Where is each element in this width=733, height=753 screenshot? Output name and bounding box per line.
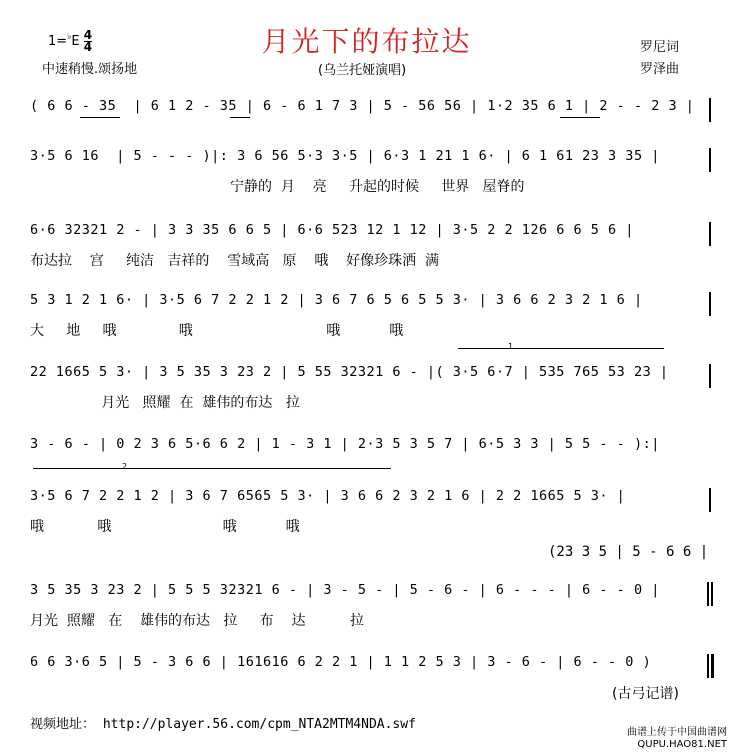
notation-line: 3 - 6 - | 0 2 3 6 5·6 6 2 | 1 - 3 1 | 2·3 5 3 5 7 | 6·5 3 3 | 5 5 - - ):| bbox=[30, 436, 660, 452]
score-line-3 bbox=[30, 222, 720, 272]
time-bottom: 4 bbox=[83, 40, 93, 54]
composer-credit: 罗泽曲 bbox=[640, 62, 680, 77]
beam bbox=[230, 117, 250, 118]
volta-2-number: 2 bbox=[122, 462, 128, 471]
notation-line: 5 3 1 2 1 6· | 3·5 6 7 2 2 1 2 | 3 6 7 6 5 6 5 5 3· | 3 6 6 2 3 2 1 6 | bbox=[30, 292, 643, 308]
video-label: 视频地址： bbox=[30, 717, 96, 732]
score-line-9 bbox=[30, 654, 720, 680]
beam bbox=[80, 117, 120, 118]
barline bbox=[709, 292, 711, 316]
time-signature bbox=[84, 30, 92, 53]
lyrics-line: 哦 哦 哦 哦 bbox=[30, 519, 300, 535]
beam bbox=[560, 117, 600, 118]
score-line-4 bbox=[30, 292, 720, 342]
lyrics-line: 布达拉 宫 纯洁 吉祥的 雪域高 原 哦 好像珍珠洒 满 bbox=[30, 253, 440, 269]
notation-line: 6 6 3·6 5 | 5 - 3 6 6 | 161616 6 2 2 1 | 1 1 2 5 3 | 3 - 6 - | 6 - - 0 ) bbox=[30, 654, 652, 670]
final-barline bbox=[707, 654, 709, 678]
lyrics-line: 月光 照耀 在 雄伟的布达 拉 bbox=[30, 395, 300, 411]
transcriber-credit: (古弓记谱) bbox=[612, 686, 679, 702]
notation-line: 3·5 6 7 2 2 1 2 | 3 6 7 6565 5 3· | 3 6 6 2 3 2 1 6 | 2 2 1665 5 3· | bbox=[30, 488, 626, 504]
barline bbox=[709, 364, 711, 388]
volta-2-bracket bbox=[33, 468, 391, 469]
volta-1-number: 1 bbox=[508, 342, 514, 351]
score-line-8 bbox=[30, 582, 720, 632]
notation-line: 3 5 35 3 23 2 | 5 5 5 32321 6 - | 3 - 5 - | 5 - 6 - | 6 - - - | 6 - - 0 | bbox=[30, 582, 660, 598]
notation-line: ( 6 6 - 35 | 6 1 2 - 35 | 6 - 6 1 7 3 | 5 - 56 56 | 1·2 35 6 1 | 2 - - 2 3 | bbox=[30, 98, 695, 114]
score-line-5 bbox=[30, 364, 720, 414]
final-barline bbox=[711, 654, 714, 678]
watermark-line-2: QUPU.HAO81.NET bbox=[637, 739, 727, 750]
lyricist-credit: 罗尼词 bbox=[640, 40, 680, 55]
key-note: E bbox=[71, 34, 80, 49]
barline bbox=[711, 582, 713, 606]
score-line-6 bbox=[30, 436, 720, 462]
video-link[interactable] bbox=[30, 713, 416, 732]
notation-line: 6·6 32321 2 - | 3 3 35 6 6 5 | 6·6 523 12 1 12 | 3·5 2 2 126 6 6 5 6 | bbox=[30, 222, 634, 238]
tempo-marking: 中速稍慢.颂扬地 bbox=[42, 62, 138, 77]
notation-line: 3·5 6 16 | 5 - - - )|: 3 6 56 5·3 3·5 | 6·3 1 21 1 6· | 6 1 61 23 3 35 | bbox=[30, 148, 660, 164]
key-label: 1= bbox=[48, 34, 68, 49]
volta-1-bracket bbox=[458, 348, 664, 349]
lyrics-line: 大 地 哦 哦 哦 哦 bbox=[30, 323, 404, 339]
score-line-1 bbox=[30, 98, 720, 124]
score-line-7 bbox=[30, 488, 720, 538]
barline bbox=[709, 488, 711, 512]
subtitle: (乌兰托娅演唱) bbox=[318, 63, 407, 78]
notation-line: 22 1665 5 3· | 3 5 35 3 23 2 | 5 55 32321 6 - |( 3·5 6·7 | 535 765 53 23 | bbox=[30, 364, 669, 380]
lyrics-line: 月光 照耀 在 雄伟的布达 拉 布 达 拉 bbox=[30, 613, 364, 629]
lyrics-line: 宁静的 月 亮 升起的时候 世界 屋脊的 bbox=[230, 179, 525, 195]
time-top: 4 bbox=[83, 28, 93, 42]
score-line-2 bbox=[30, 148, 720, 198]
barline bbox=[709, 222, 711, 246]
key-signature bbox=[48, 30, 92, 53]
key-flat: ♭ bbox=[67, 32, 72, 42]
accompaniment-cue: (23 3 5 | 5 - 6 6 | bbox=[548, 544, 709, 560]
site-watermark bbox=[627, 727, 727, 751]
video-url[interactable]: http://player.56.com/cpm_NTA2MTM4NDA.swf bbox=[102, 717, 416, 732]
barline bbox=[709, 98, 711, 122]
barline bbox=[709, 148, 711, 172]
page-title: 月光下的布拉达 bbox=[261, 25, 472, 58]
barline bbox=[707, 582, 709, 606]
watermark-line-1: 曲谱上传于中国曲谱网 bbox=[627, 727, 727, 738]
